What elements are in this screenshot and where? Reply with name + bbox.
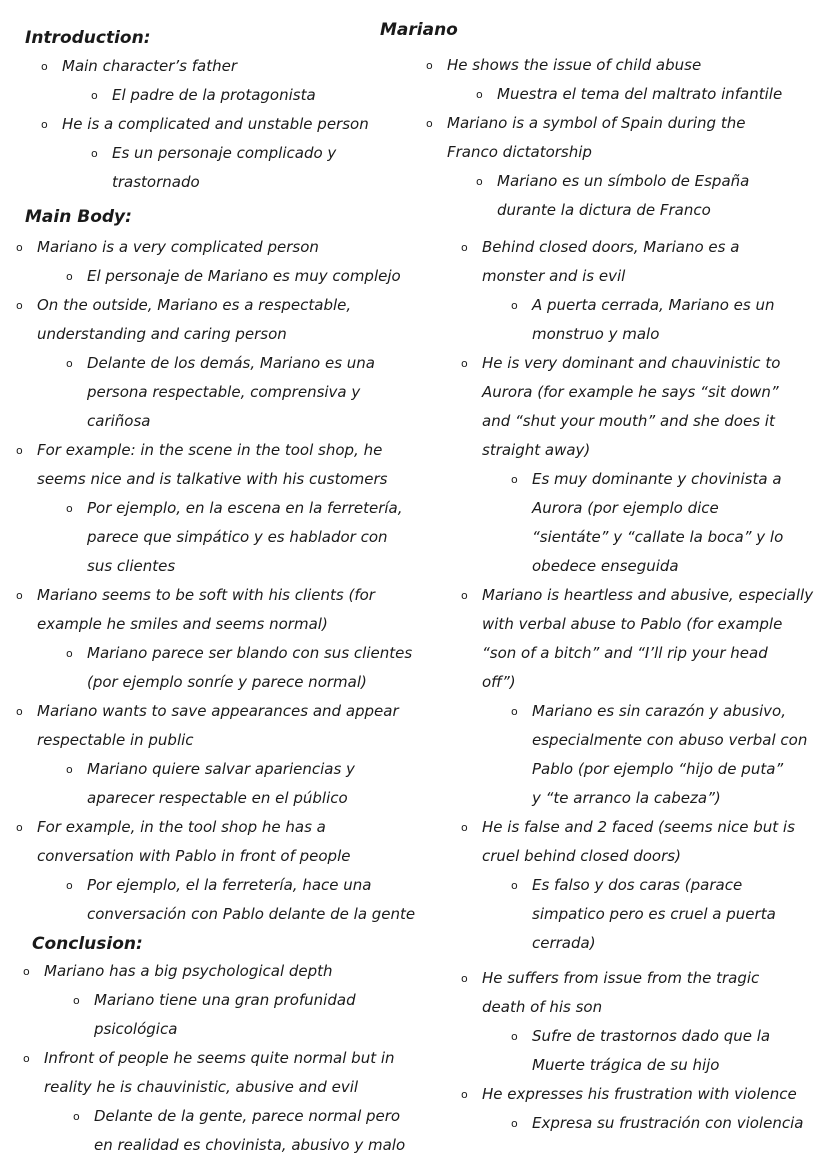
- note-line: and “shut your mouth” and she does it: [482, 412, 775, 430]
- note-item: [23, 957, 429, 986]
- note-item: [461, 964, 822, 1022]
- note-line: He is very dominant and chauvinistic to: [482, 354, 781, 372]
- note-line: A puerta cerrada, Mariano es un: [532, 296, 775, 314]
- note-line: He suffers from issue from the tragic: [482, 969, 760, 987]
- bullet-icon: o: [16, 821, 23, 834]
- note-line: understanding and caring person: [37, 325, 287, 343]
- note-item: [66, 349, 427, 436]
- note-item: [461, 233, 822, 291]
- note-line: Franco dictatorship: [447, 143, 592, 161]
- note-line: seems nice and is talkative with his customers: [37, 470, 388, 488]
- note-line: Mariano quiere salvar apariencias y: [87, 760, 355, 778]
- bullet-icon: o: [426, 59, 433, 72]
- main-body-heading: Main Body:: [25, 207, 132, 227]
- note-line: He expresses his frustration with violence: [482, 1085, 797, 1103]
- bullet-icon: o: [511, 879, 518, 892]
- note-line: Mariano is heartless and abusive, especially: [482, 586, 814, 604]
- note-line: Es un personaje complicado y: [112, 144, 337, 162]
- note-item: [511, 1022, 822, 1080]
- note-line: with verbal abuse to Pablo (for example: [482, 615, 783, 633]
- note-line: Mariano wants to save appearances and appear: [37, 702, 399, 720]
- note-line: He shows the issue of child abuse: [447, 56, 702, 74]
- note-item: [426, 109, 817, 167]
- note-line: He is a complicated and unstable person: [62, 115, 369, 133]
- note-item: [66, 871, 427, 929]
- note-line: y “te arranco la cabeza”): [532, 789, 721, 807]
- bullet-icon: o: [23, 1052, 30, 1065]
- note-item: [461, 813, 822, 871]
- note-line: Por ejemplo, el la ferretería, hace una: [87, 876, 372, 894]
- bullet-icon: o: [66, 647, 73, 660]
- bullet-icon: o: [461, 821, 468, 834]
- note-line: simpatico pero es cruel a puerta: [532, 905, 776, 923]
- bullet-icon: o: [66, 270, 73, 283]
- note-line: conversation with Pablo in front of people: [37, 847, 351, 865]
- note-line: Es muy dominante y chovinista a: [532, 470, 782, 488]
- note-item: [66, 639, 427, 697]
- note-item: [476, 80, 817, 109]
- note-line: parece que simpático y es hablador con: [87, 528, 388, 546]
- note-item: [16, 697, 427, 755]
- bullet-icon: o: [16, 589, 23, 602]
- bullet-icon: o: [16, 241, 23, 254]
- note-line: Mariano is a symbol of Spain during the: [447, 114, 746, 132]
- note-line: Es falso y dos caras (parace: [532, 876, 743, 894]
- bullet-icon: o: [511, 1030, 518, 1043]
- note-item: [511, 465, 822, 581]
- note-line: example he smiles and seems normal): [37, 615, 328, 633]
- bullet-icon: o: [41, 60, 48, 73]
- note-item: [511, 1109, 822, 1138]
- note-item: [16, 581, 427, 639]
- note-item: [461, 581, 822, 697]
- note-line: cruel behind closed doors): [482, 847, 681, 865]
- note-line: monstruo y malo: [532, 325, 660, 343]
- note-line: On the outside, Mariano es a respectable,: [37, 296, 352, 314]
- note-line: durante la dictura de Franco: [497, 201, 711, 219]
- note-item: [511, 871, 822, 958]
- bullet-icon: o: [461, 589, 468, 602]
- note-item: [511, 697, 822, 813]
- note-line: Por ejemplo, en la escena en la ferretería,: [87, 499, 403, 517]
- bullet-icon: o: [41, 118, 48, 131]
- note-item: [16, 436, 427, 494]
- note-item: [461, 1080, 822, 1109]
- note-item: [426, 51, 817, 80]
- note-item: [73, 1102, 424, 1160]
- bullet-icon: o: [16, 444, 23, 457]
- note-line: Muestra el tema del maltrato infantile: [497, 85, 783, 103]
- note-line: Mariano is a very complicated person: [37, 238, 319, 256]
- bullet-icon: o: [66, 763, 73, 776]
- note-line: El padre de la protagonista: [112, 86, 316, 104]
- note-line: Aurora (for example he says “sit down”: [482, 383, 779, 401]
- bullet-icon: o: [476, 88, 483, 101]
- note-line: persona respectable, comprensiva y: [87, 383, 361, 401]
- note-line: (por ejemplo sonríe y parece normal): [87, 673, 367, 691]
- note-line: off”): [482, 673, 516, 691]
- bullet-icon: o: [426, 117, 433, 130]
- note-line: straight away): [482, 441, 591, 459]
- bullet-icon: o: [23, 965, 30, 978]
- note-line: Mariano tiene una gran profunidad: [94, 991, 356, 1009]
- note-line: Main character’s father: [62, 57, 238, 75]
- note-item: [16, 813, 427, 871]
- note-line: Mariano es sin carazón y abusivo,: [532, 702, 786, 720]
- document-title: Mariano: [380, 20, 458, 40]
- bullet-icon: o: [91, 89, 98, 102]
- note-line: For example, in the tool shop he has a: [37, 818, 326, 836]
- bullet-icon: o: [66, 502, 73, 515]
- note-line: Expresa su frustración con violencia: [532, 1114, 804, 1132]
- note-line: “son of a bitch” and “I’ll rip your head: [482, 644, 768, 662]
- note-item: [16, 233, 427, 262]
- note-item: [66, 494, 427, 581]
- note-line: cariñosa: [87, 412, 151, 430]
- note-line: respectable in public: [37, 731, 194, 749]
- bullet-icon: o: [16, 705, 23, 718]
- note-line: psicológica: [94, 1020, 178, 1038]
- note-item: [23, 1044, 429, 1102]
- note-line: “sientáte” y “callate la boca” y lo: [532, 528, 784, 546]
- note-line: Aurora (por ejemplo dice: [532, 499, 719, 517]
- note-item: [16, 291, 427, 349]
- note-line: He is false and 2 faced (seems nice but is: [482, 818, 795, 836]
- note-line: For example: in the scene in the tool shop, he: [37, 441, 383, 459]
- note-item: [461, 349, 822, 465]
- note-item: [511, 291, 822, 349]
- note-line: especialmente con abuso verbal con: [532, 731, 808, 749]
- bullet-icon: o: [91, 147, 98, 160]
- note-line: monster and is evil: [482, 267, 626, 285]
- note-item: [66, 755, 427, 813]
- note-line: obedece enseguida: [532, 557, 679, 575]
- note-line: conversación con Pablo delante de la gente: [87, 905, 416, 923]
- bullet-icon: o: [66, 879, 73, 892]
- note-line: reality he is chauvinistic, abusive and evil: [44, 1078, 359, 1096]
- note-line: trastornado: [112, 173, 200, 191]
- note-line: Behind closed doors, Mariano es a: [482, 238, 740, 256]
- note-item: [91, 139, 422, 197]
- bullet-icon: o: [16, 299, 23, 312]
- note-item: [73, 986, 424, 1044]
- note-line: Mariano has a big psychological depth: [44, 962, 333, 980]
- note-line: Mariano seems to be soft with his clients (for: [37, 586, 375, 604]
- note-line: Sufre de trastornos dado que la: [532, 1027, 771, 1045]
- bullet-icon: o: [511, 473, 518, 486]
- note-line: en realidad es chovinista, abusivo y malo: [94, 1136, 406, 1154]
- conclusion-heading: Conclusion:: [32, 934, 143, 954]
- note-line: Mariano es un símbolo de España: [497, 172, 750, 190]
- bullet-icon: o: [73, 1110, 80, 1123]
- note-line: Mariano parece ser blando con sus clientes: [87, 644, 413, 662]
- note-line: sus clientes: [87, 557, 176, 575]
- bullet-icon: o: [476, 175, 483, 188]
- note-line: death of his son: [482, 998, 603, 1016]
- note-item: [41, 52, 422, 81]
- introduction-heading: Introduction:: [25, 28, 151, 48]
- bullet-icon: o: [461, 241, 468, 254]
- note-item: [66, 262, 427, 291]
- note-line: El personaje de Mariano es muy complejo: [87, 267, 401, 285]
- bullet-icon: o: [461, 357, 468, 370]
- bullet-icon: o: [66, 357, 73, 370]
- note-line: Infront of people he seems quite normal but in: [44, 1049, 395, 1067]
- note-line: Muerte trágica de su hijo: [532, 1056, 720, 1074]
- note-line: Delante de los demás, Mariano es una: [87, 354, 376, 372]
- note-line: Pablo (por ejemplo “hijo de puta”: [532, 760, 784, 778]
- bullet-icon: o: [511, 299, 518, 312]
- note-line: aparecer respectable en el público: [87, 789, 348, 807]
- note-item: [91, 81, 422, 110]
- bullet-icon: o: [511, 1117, 518, 1130]
- bullet-icon: o: [511, 705, 518, 718]
- bullet-icon: o: [461, 1088, 468, 1101]
- note-line: cerrada): [532, 934, 596, 952]
- note-item: [41, 110, 422, 139]
- bullet-icon: o: [461, 972, 468, 985]
- bullet-icon: o: [73, 994, 80, 1007]
- note-line: Delante de la gente, parece normal pero: [94, 1107, 401, 1125]
- note-item: [476, 167, 817, 225]
